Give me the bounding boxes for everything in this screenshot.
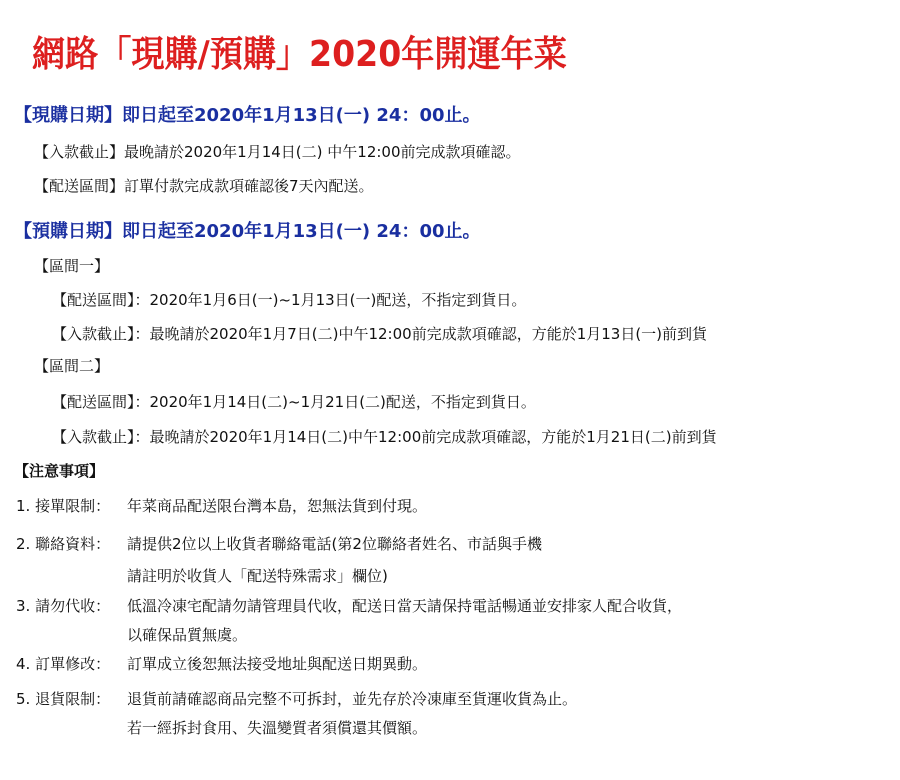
current-purchase-heading: 【現購日期】即日起至2020年1月13日(一) 24：00止。 (14, 105, 481, 126)
note-text-continued: 請註明於收貨人「配送特殊需求」欄位) (127, 567, 388, 585)
note-text: 低溫冷凍宅配請勿請管理員代收，配送日當天請保持電話暢通並安排家人配合收貨， (127, 597, 683, 615)
current-delivery-period: 【配送區間】訂單付款完成款項確認後7天內配送。 (34, 177, 374, 195)
note-item (16, 654, 427, 674)
note-item (16, 689, 577, 709)
preorder-interval-2-payment: 【入款截止】：最晚請於2020年1月14日(二)中午12:00前完成款項確認，方能於1月21日(二)前到貨 (52, 428, 717, 446)
preorder-heading: 【預購日期】即日起至2020年1月13日(一) 24：00止。 (14, 221, 481, 242)
note-text-continued: 若一經拆封食用、失溫變質者須償還其價額。 (127, 719, 428, 737)
note-label: 4. 訂單修改： (16, 655, 111, 673)
preorder-interval-1-delivery: 【配送區間】：2020年1月6日(一)~1月13日(一)配送，不指定到貨日。 (52, 291, 527, 309)
note-text: 退貨前請確認商品完整不可拆封，並先存於冷凍庫至貨運收貨為止。 (127, 690, 578, 708)
preorder-interval-2-delivery: 【配送區間】：2020年1月14日(二)~1月21日(二)配送，不指定到貨日。 (52, 393, 536, 411)
notes-heading: 【注意事項】 (14, 462, 105, 480)
preorder-interval-1-payment: 【入款截止】：最晚請於2020年1月7日(二)中午12:00前完成款項確認，方能於1月13日(一)前到貨 (52, 325, 708, 343)
note-item (16, 534, 542, 554)
preorder-interval-1-label: 【區間一】 (34, 257, 110, 275)
note-item (16, 596, 682, 616)
note-text-continued: 以確保品質無虞。 (127, 626, 248, 644)
note-text: 請提供2位以上收貨者聯絡電話(第2位聯絡者姓名、市話與手機 (127, 535, 542, 553)
note-item (16, 496, 427, 516)
note-label: 5. 退貨限制： (16, 690, 111, 708)
current-payment-deadline: 【入款截止】最晚請於2020年1月14日(二) 中午12:00前完成款項確認。 (34, 143, 521, 161)
page-title: 網路「現購/預購」2020年開運年菜 (32, 34, 567, 75)
note-label: 2. 聯絡資料： (16, 535, 111, 553)
note-text: 年菜商品配送限台灣本島，恕無法貨到付現。 (127, 497, 428, 515)
note-text: 訂單成立後恕無法接受地址與配送日期異動。 (127, 655, 428, 673)
preorder-interval-2-label: 【區間二】 (34, 357, 110, 375)
note-label: 3. 請勿代收： (16, 597, 111, 615)
note-label: 1. 接單限制： (16, 497, 111, 515)
